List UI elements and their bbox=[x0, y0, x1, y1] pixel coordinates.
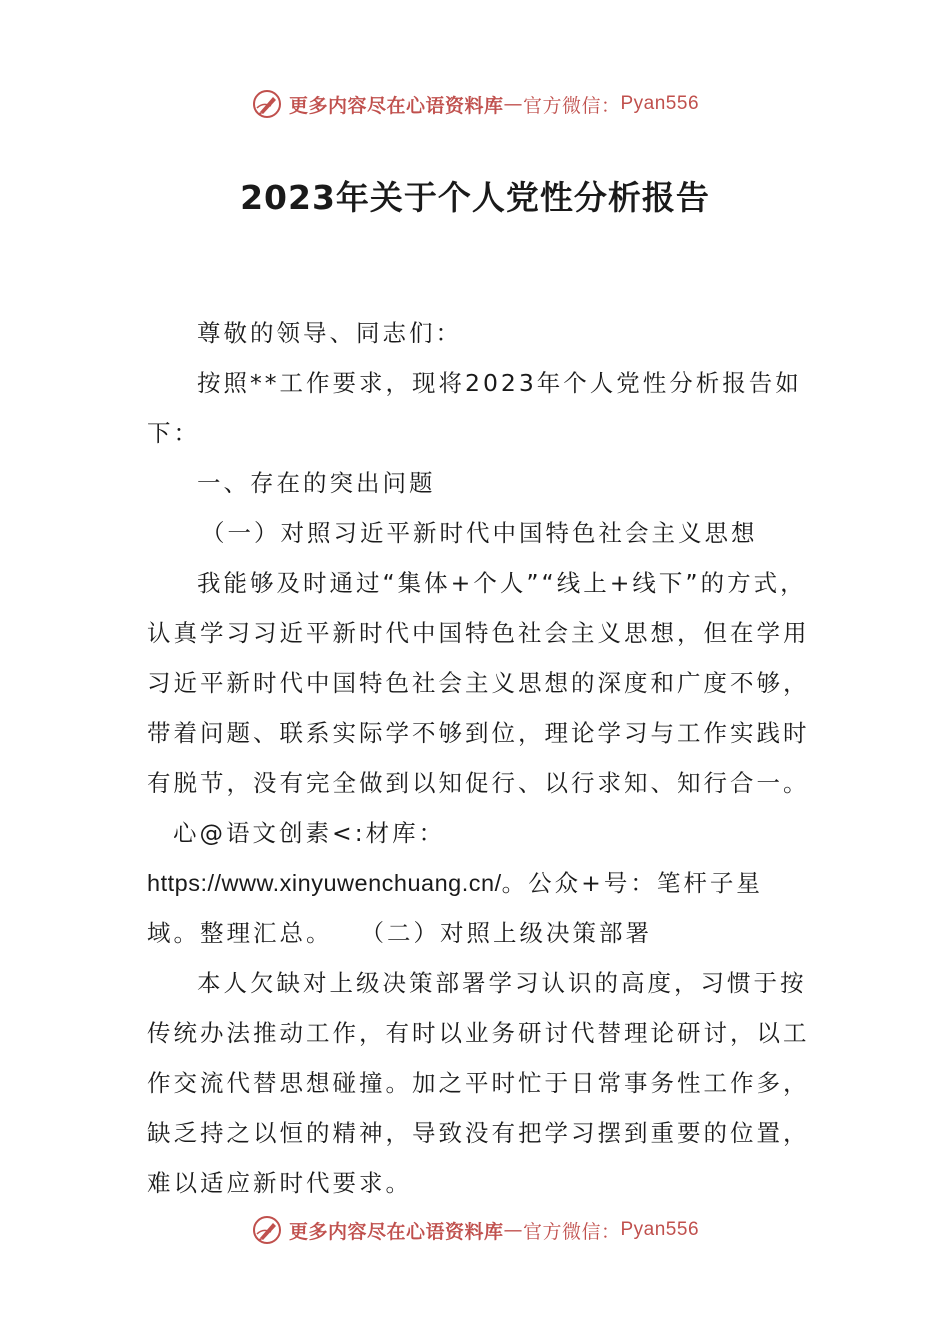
document-body bbox=[147, 308, 812, 1208]
subsection-heading-2: （二）对照上级决策部署 bbox=[360, 919, 652, 947]
watermark-wechat-id: Pyan556 bbox=[620, 93, 700, 114]
ad-paragraph bbox=[147, 808, 812, 958]
watermark-wechat-label: 官方微信： bbox=[522, 94, 621, 117]
paragraph-1: 我能够及时通过“集体+个人”“线上+线下”的方式，认真学习习近平新时代中国特色社会主义思想，但在学用习近平新时代中国特色社会主义思想的深度和广度不够，带着问题、联系实际学不够到位，理论学习与工作实践时有脱节，没有完全做到以知促行、以行求知、知行合一。 bbox=[147, 569, 810, 797]
ad-url-link[interactable]: https://www.xinyuwenchuang.cn/ bbox=[147, 870, 502, 896]
watermark-banner-top bbox=[0, 84, 950, 124]
watermark-text: 更多内容尽在心语资料库 bbox=[288, 1220, 504, 1243]
watermark-wechat-label: 官方微信： bbox=[522, 1220, 621, 1243]
pen-logo-icon bbox=[251, 1214, 283, 1246]
watermark-dash: — bbox=[503, 93, 523, 115]
section-heading: 一、存在的突出问题 bbox=[197, 469, 436, 497]
pen-logo-icon bbox=[251, 88, 283, 120]
ad-suffix: 。公众+号：笔杆子星域。整理汇总。 bbox=[147, 869, 763, 947]
watermark-wechat-id: Pyan556 bbox=[620, 1219, 700, 1240]
salutation: 尊敬的领导、同志们： bbox=[197, 319, 462, 347]
watermark-banner-bottom bbox=[0, 1210, 950, 1250]
watermark-text: 更多内容尽在心语资料库 bbox=[288, 94, 504, 117]
paragraph-2: 本人欠缺对上级决策部署学习认识的高度，习惯于按传统办法推动工作，有时以业务研讨代替理论研讨，以工作交流代替思想碰撞。加之平时忙于日常事务性工作多，缺乏持之以恒的精神，导致没有把学习摆到重要的位置，难以适应新时代要求。 bbox=[147, 969, 810, 1197]
ad-prefix: 心@语文创素<:材库： bbox=[173, 819, 446, 847]
intro-paragraph: 按照**工作要求，现将2023年个人党性分析报告如下： bbox=[147, 369, 802, 447]
subsection-heading-1: （一）对照习近平新时代中国特色社会主义思想 bbox=[201, 519, 758, 547]
document-title: 2023年关于个人党性分析报告 bbox=[240, 178, 710, 217]
watermark-dash: — bbox=[503, 1219, 523, 1241]
